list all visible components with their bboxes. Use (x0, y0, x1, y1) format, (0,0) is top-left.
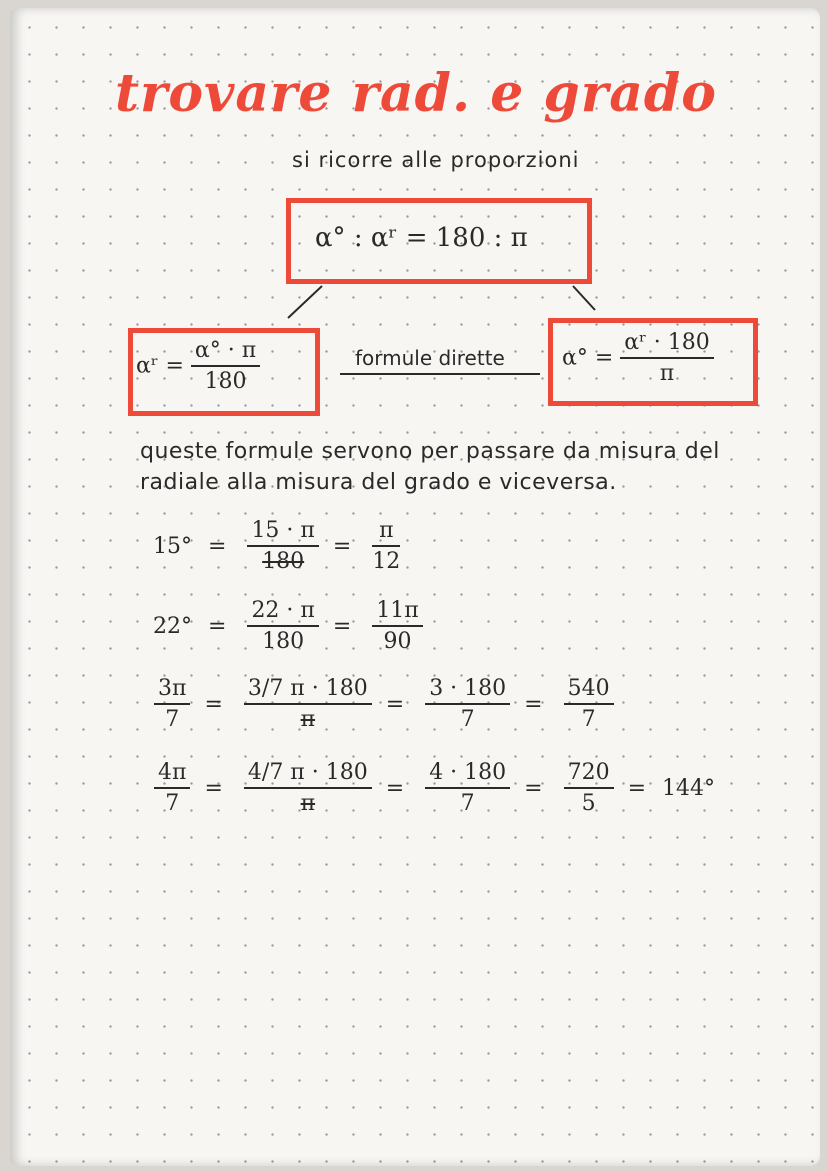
example-fraction (244, 676, 372, 732)
proportion-formula: α° : αʳ = 180 : π (315, 223, 528, 253)
example-row: 22° = $\frac{22 \cdot \pi}{180}$ = $\frac{11\pi}{90}$ (145, 598, 429, 654)
example-num: 3/7 π · 180 (244, 676, 372, 705)
example-fraction (564, 760, 614, 816)
example-lhs: 15° (153, 533, 192, 559)
example-num: 4 · 180 (425, 760, 510, 789)
example-den: 12 (372, 549, 401, 574)
formula-left-lhs: αʳ = (136, 353, 184, 379)
example-fraction (372, 598, 422, 654)
formula-right-num: αʳ · 180 (620, 330, 713, 359)
connector-right (573, 286, 595, 310)
explanation-paragraph: queste formule servono per passare da misura del radiale alla misura del grado e viceversa. (140, 439, 720, 495)
example-num: 22 · π (247, 598, 318, 627)
example-den: 7 (460, 791, 475, 816)
connector-left (288, 286, 322, 318)
example-num: 720 (564, 760, 614, 789)
example-row: $\frac{3\pi}{7}$ = $\frac{3/7 \pi \cdot 180}{\pi}$ = $\frac{3 \cdot 180}{7}$ = $\frac{540}{7}$ (148, 676, 620, 732)
example-den: 7 (460, 707, 475, 732)
example-num: 4/7 π · 180 (244, 760, 372, 789)
example-num: 540 (564, 676, 614, 705)
example-num: 11π (372, 598, 422, 627)
example-fraction (247, 518, 318, 574)
formula-label: formule dirette (355, 346, 505, 370)
example-num: π (372, 518, 400, 547)
example-row: 15° = $\frac{15 \cdot \pi}{180}$ = $\frac{\pi}{12}$ (153, 518, 401, 574)
page-title: trovare rad. e grado (115, 63, 717, 124)
example-num: 3π (154, 676, 190, 705)
example-den: 180 (262, 629, 305, 654)
example-num: 15 · π (247, 518, 318, 547)
formula-left-den: 180 (204, 369, 247, 394)
page-subtitle: si ricorre alle proporzioni (292, 148, 580, 172)
example-row: $\frac{4\pi}{7}$ = $\frac{4/7 \pi \cdot 180}{\pi}$ = $\frac{4 \cdot 180}{7}$ = $\frac{720}{5}$ = 144° (148, 760, 723, 816)
formula-left (136, 338, 260, 394)
formula-right-den: π (659, 361, 675, 386)
example-den: π (300, 791, 316, 816)
formula-left-num: α° · π (191, 338, 260, 367)
example-den: 7 (165, 707, 180, 732)
example-fraction (154, 676, 190, 732)
example-fraction (247, 598, 318, 654)
formula-left-fraction (191, 338, 260, 394)
example-den: 7 (165, 791, 180, 816)
example-result: 144° (662, 775, 716, 801)
example-lhs: 22° (153, 613, 192, 639)
formula-right-fraction (620, 330, 713, 386)
example-den: 180 (262, 549, 305, 574)
example-den: 5 (581, 791, 596, 816)
formula-right (562, 330, 714, 386)
formula-right-lhs: α° = (562, 345, 614, 371)
example-num: 4π (154, 760, 190, 789)
example-fraction (372, 518, 400, 574)
example-den: 7 (581, 707, 596, 732)
example-num: 3 · 180 (425, 676, 510, 705)
example-fraction (244, 760, 372, 816)
example-den: π (300, 707, 316, 732)
example-fraction (564, 676, 614, 732)
notebook-page (10, 8, 820, 1166)
example-den: 90 (383, 629, 412, 654)
example-fraction (425, 676, 510, 732)
example-fraction (154, 760, 190, 816)
example-fraction (425, 760, 510, 816)
